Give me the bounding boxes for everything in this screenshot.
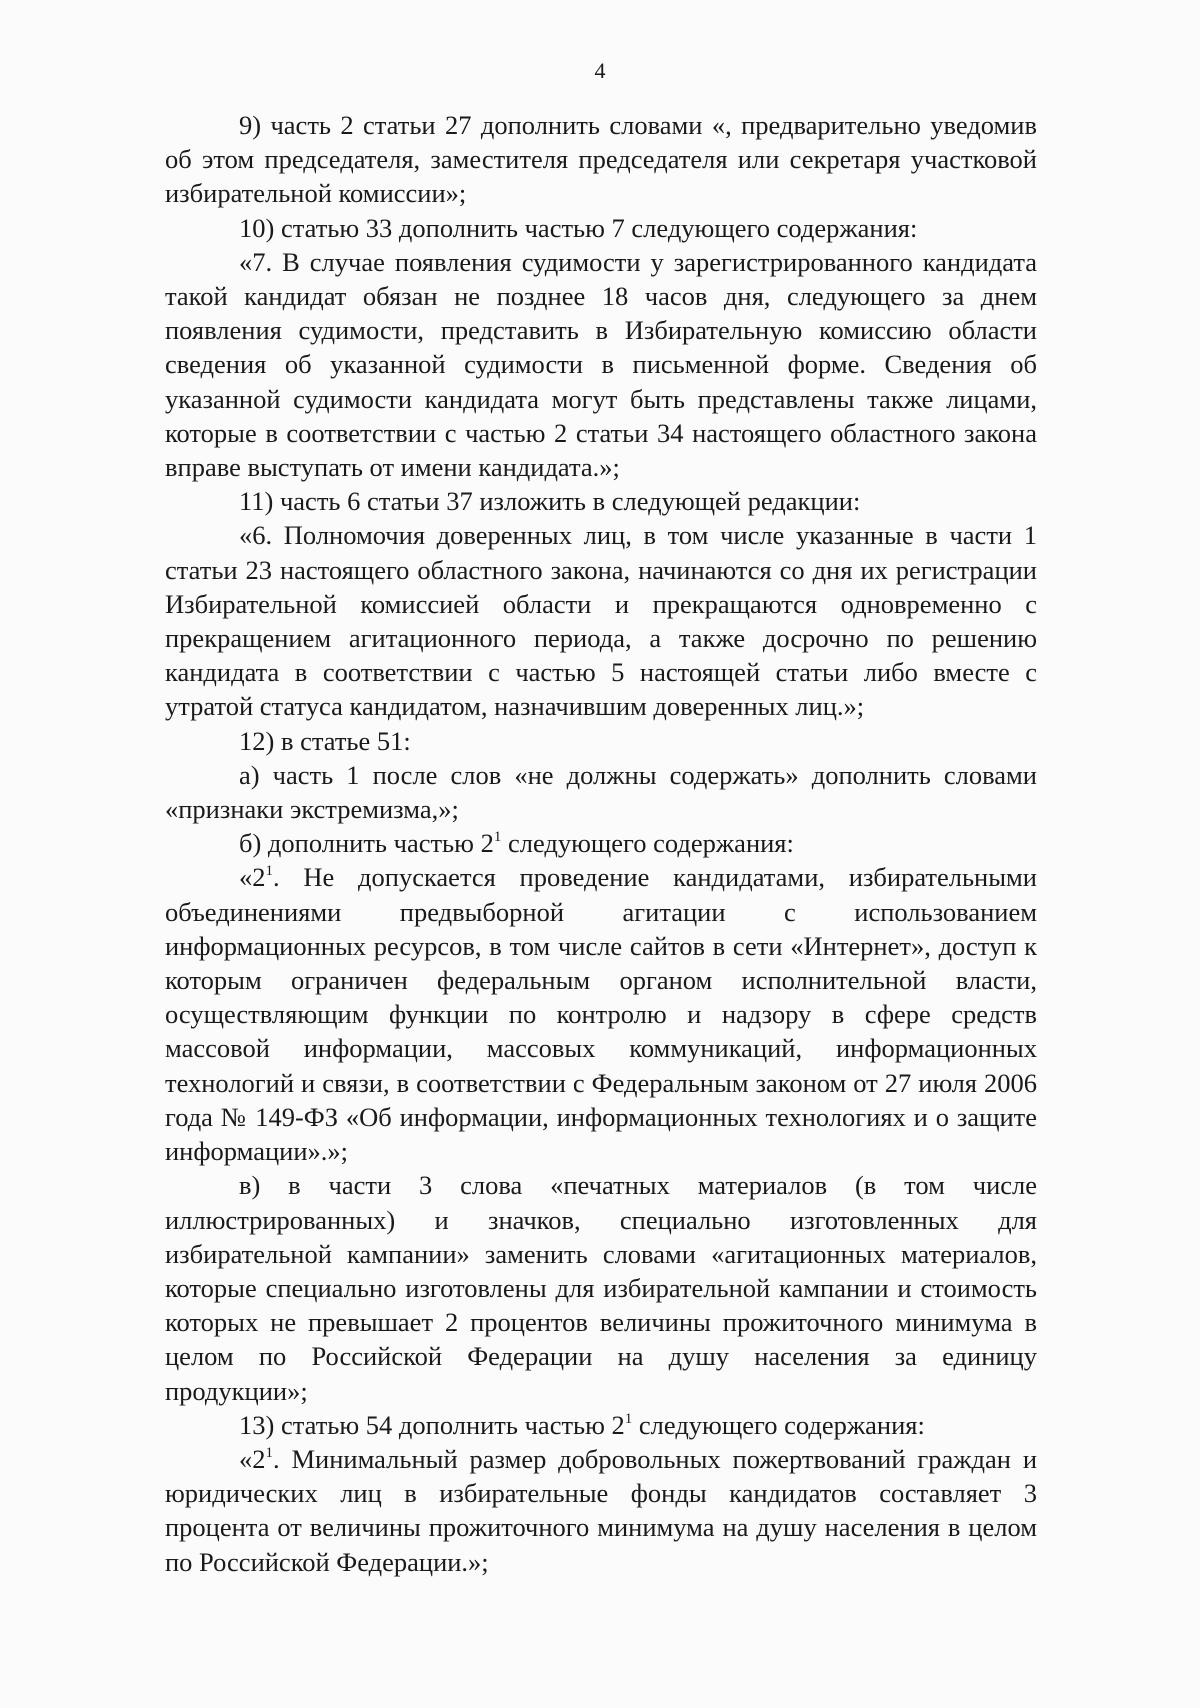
superscript: 1 — [265, 863, 273, 880]
page-number: 4 — [594, 58, 606, 83]
text-segment: 13) статью 54 дополнить частью 2 — [239, 1409, 625, 1440]
text-segment: . Минимальный размер добровольных пожертвований граждан и юридических лиц в избирательные фонды кандидатов составляет 3 процента от величины прожиточного минимума на душу населения в целом по Российской Федерации.»; — [165, 1443, 1037, 1577]
paragraph-item-12b — [165, 826, 1037, 860]
paragraph-item-13-quote — [165, 1442, 1037, 1579]
paragraph-item-10: 10) статью 33 дополнить частью 7 следующего содержания: — [239, 212, 918, 243]
text-segment: . Не допускается проведение кандидатами, избирательными объединениями предвыборной агитации с использованием информационных ресурсов, в том числе сайтов в сети «Интернет», доступ к которым ограничен федеральным органом исполнительной власти, осуществляющим функции по контролю и надзору в сфере средств массовой информации, массовых коммуникаций, информационных технологий и связи, в соответствии с Федеральным законом от 27 июля 2006 года № 149-ФЗ «Об информации, информационных технологиях и о защите информации».»; — [165, 862, 1037, 1167]
paragraph-item-11: 11) часть 6 статьи 37 изложить в следующей редакции: — [239, 486, 861, 517]
document-body — [165, 108, 1037, 1579]
paragraph-item-12: 12) в статье 51: — [239, 725, 411, 756]
paragraph-item-9: 9) часть 2 статьи 27 дополнить словами «, предварительно уведомив об этом председателя, заместителя председателя или секретаря участковой избирательной комиссии»; — [165, 110, 1037, 209]
text-segment: «2 — [239, 862, 266, 893]
superscript: 1 — [624, 1410, 633, 1427]
paragraph-item-12b-quote — [165, 860, 1037, 1168]
text-segment: следующего содержания: — [501, 828, 794, 859]
paragraph-item-12c: в) в части 3 слова «печатных материалов (в том числе иллюстрированных) и значков, специально изготовленных для избирательной кампании» заменить словами «агитационных материалов, которые специально изготовлены для избирательной кампании и стоимость которых не превышает 2 процентов величины прожиточного минимума в целом по Российской Федерации на душу населения за единицу продукции»; — [165, 1170, 1037, 1406]
paragraph-item-11-quote: «6. Полномочия доверенных лиц, в том числе указанные в части 1 статьи 23 настоящего областного закона, начинаются со дня их регистрации Избирательной комиссией области и прекращаются одновременно с прекращением агитационного периода, а также досрочно по решению кандидата в соответствии с частью 5 настоящей статьи либо вместе с утратой статуса кандидатом, назначившим доверенных лиц.»; — [165, 520, 1037, 722]
paragraph-item-10-quote: «7. В случае появления судимости у зарегистрированного кандидата такой кандидат обязан не позднее 18 часов дня, следующего за днем появления судимости, представить в Избирательную комиссию области сведения об указанной судимости в письменной форме. Сведения об указанной судимости кандидата могут быть представлены также лицами, которые в соответствии с частью 2 статьи 34 настоящего областного закона вправе выступать от имени кандидата.»; — [165, 246, 1037, 483]
text-segment: «2 — [239, 1443, 266, 1474]
paragraph-item-13 — [165, 1408, 1037, 1442]
paragraph-item-12a: а) часть 1 после слов «не должны содержать» дополнить словами «признаки экстремизма,»; — [165, 759, 1037, 825]
superscript: 1 — [493, 829, 502, 846]
text-segment: б) дополнить частью 2 — [239, 828, 494, 859]
superscript: 1 — [265, 1444, 273, 1461]
text-segment: следующего содержания: — [632, 1409, 925, 1440]
